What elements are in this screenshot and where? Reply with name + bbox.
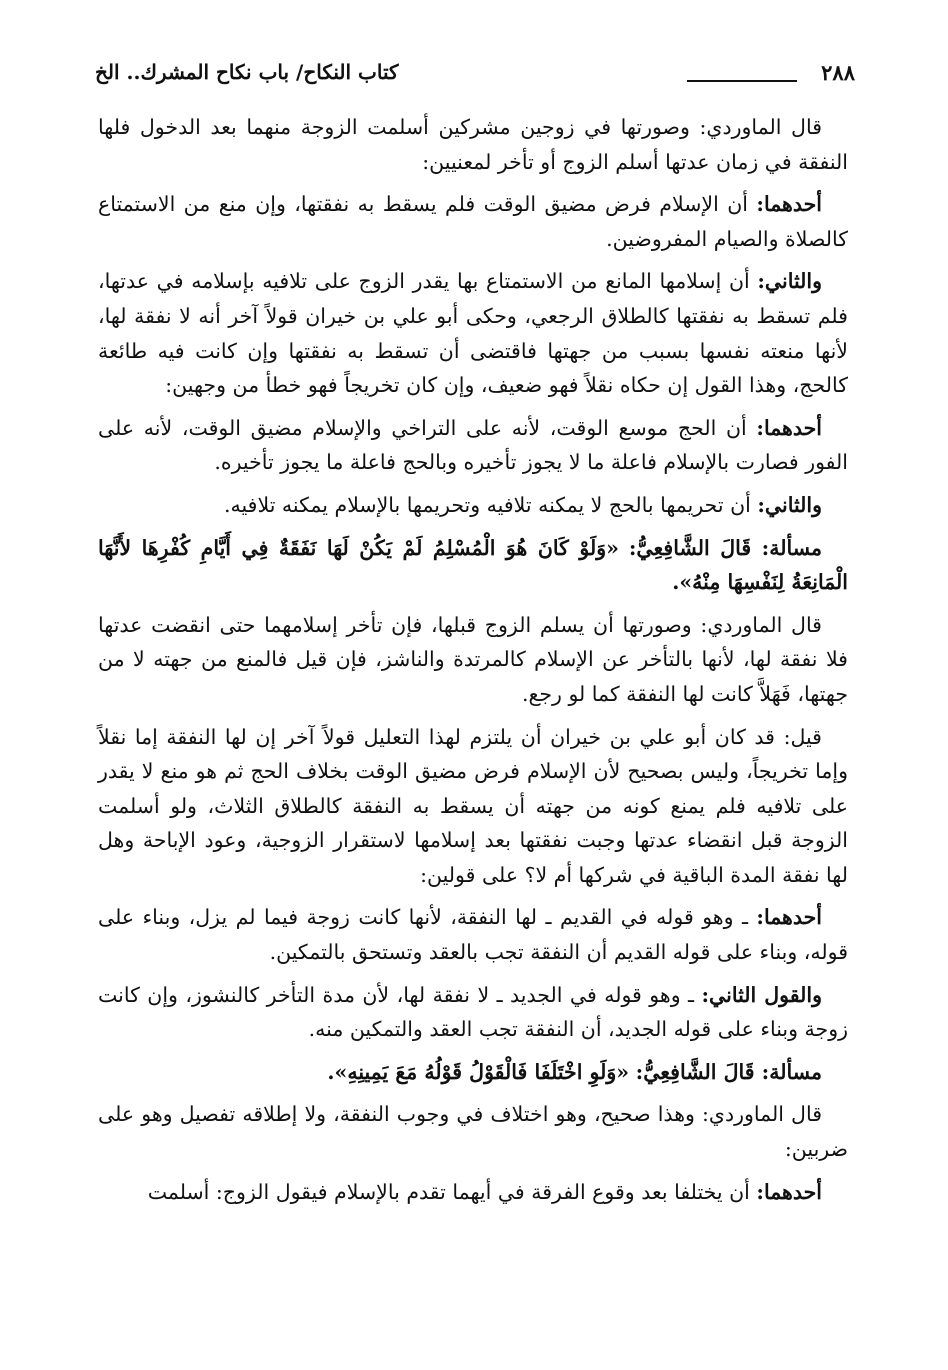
paragraph: قال الماوردي: وصورتها أن يسلم الزوج قبلها، فإن تأخر إسلامهما حتى انقضت عدتها فلا نفقة لها، لأنها بالتأخر عن الإسلام كالمرتدة والناشز، فإن قيل فالمنع من جهته لا من جهتها، فَهَلاَّ كانت لها النفقة كما لو رجع.	[98, 612, 848, 706]
running-title: كتاب النكاح/ باب نكاح المشرك.. الخ	[95, 60, 399, 84]
page-number: ٢٨٨	[821, 60, 855, 85]
paragraph: قيل: قد كان أبو علي بن خيران أن يلتزم لهذا التعليل قولاً آخر إن لها النفقة إما نقلاً وإما تخريجاً، وليس بصحيح لأن الإسلام فرض مضيق الوقت بخلاف الحج ثم هو منع لا يقدر على تلافيه فلم يمنع كونه من جهته أن يسقط به النفقة كالطلاق الثلاث، ولو أسلمت الزوجة قبل انقضاء عدتها وجبت نفقتها بعد إسلامها لاستقرار الزوجية، وعود الإباحة وهل لها نفقة المدة الباقية في شركها أم لا؟ على قولين:	[98, 724, 848, 887]
paragraph: أحدهما: ـ وهو قوله في القديم ـ لها النفقة، لأنها كانت زوجة فيما لم يزل، وبناء على قوله، وبناء على قوله القديم أن النفقة تجب بالعقد وتستحق بالتمكين.	[98, 905, 848, 965]
paragraph: أحدهما: أن الإسلام فرض مضيق الوقت فلم يسقط به نفقتها، وإن منع من الاستمتاع كالصلاة والصيام المفروضين.	[98, 192, 848, 251]
masala-paragraph: مسألة: قَالَ الشَّافِعِيُّ: «وَلَوْ كَانَ هُوَ الْمُسْلِمُ لَمْ يَكُنْ لَهَا نَفَقَةٌ فِي أَيَّامِ كُفْرِهَا لأَنَّهَا الْمَانِعَةُ لِنَفْسِهَا مِنْهُ».	[98, 535, 848, 595]
page-header	[95, 58, 855, 98]
paragraph: قال الماوردي: وهذا صحيح، وهو اختلاف في وجوب النفقة، ولا إطلاقه تفصيل وهو على ضربين:	[98, 1102, 848, 1162]
page-body	[98, 110, 848, 1217]
paragraph: والثاني: أن تحريمها بالحج لا يمكنه تلافيه وتحريمها بالإسلام يمكنه تلافيه.	[223, 492, 822, 517]
header-rule	[687, 80, 797, 82]
paragraph: أحدهما: أن يختلفا بعد وقوع الفرقة في أيهما تقدم بالإسلام فيقول الزوج: أسلمت	[147, 1179, 822, 1204]
paragraph: قال الماوردي: وصورتها في زوجين مشركين أسلمت الزوجة منهما بعد الدخول فلها النفقة في زمان عدتها أسلم الزوج أو تأخر لمعنيين:	[98, 115, 848, 174]
masala-paragraph: مسألة: قَالَ الشَّافِعِيُّ: «وَلَوِ اخْتَلَفَا فَالْقَوْلُ قَوْلُهُ مَعَ يَمِينِهِ».	[327, 1059, 822, 1084]
paragraph: والقول الثاني: ـ وهو قوله في الجديد ـ لا نفقة لها، لأن مدة التأخر كالنشوز، وإن كانت زوجة وبناء على قوله الجديد، أن النفقة تجب العقد والتمكين منه.	[98, 982, 848, 1042]
paragraph: أحدهما: أن الحج موسع الوقت، لأنه على التراخي والإسلام مضيق الوقت، لأنه على الفور فصارت بالإسلام فاعلة ما لا يجوز تأخيره وبالحج فاعلة ما يجوز تأخيره.	[98, 415, 848, 475]
paragraph: والثاني: أن إسلامها المانع من الاستمتاع بها يقدر الزوج على تلافيه بإسلامه في عدتها، فلم تسقط به نفقتها كالطلاق الرجعي، وحكى أبو علي بن خيران قولاً آخر أنه لا نفقة لها، لأنها منعته نفسها بسبب من جهتها فاقتضى أن تسقط به نفقتها وإن كانت فيه طائعة كالحج، وهذا القول إن حكاه نقلاً فهو ضعيف، وإن كان تخريجاً فهو خطأ من وجهين:	[98, 269, 848, 398]
